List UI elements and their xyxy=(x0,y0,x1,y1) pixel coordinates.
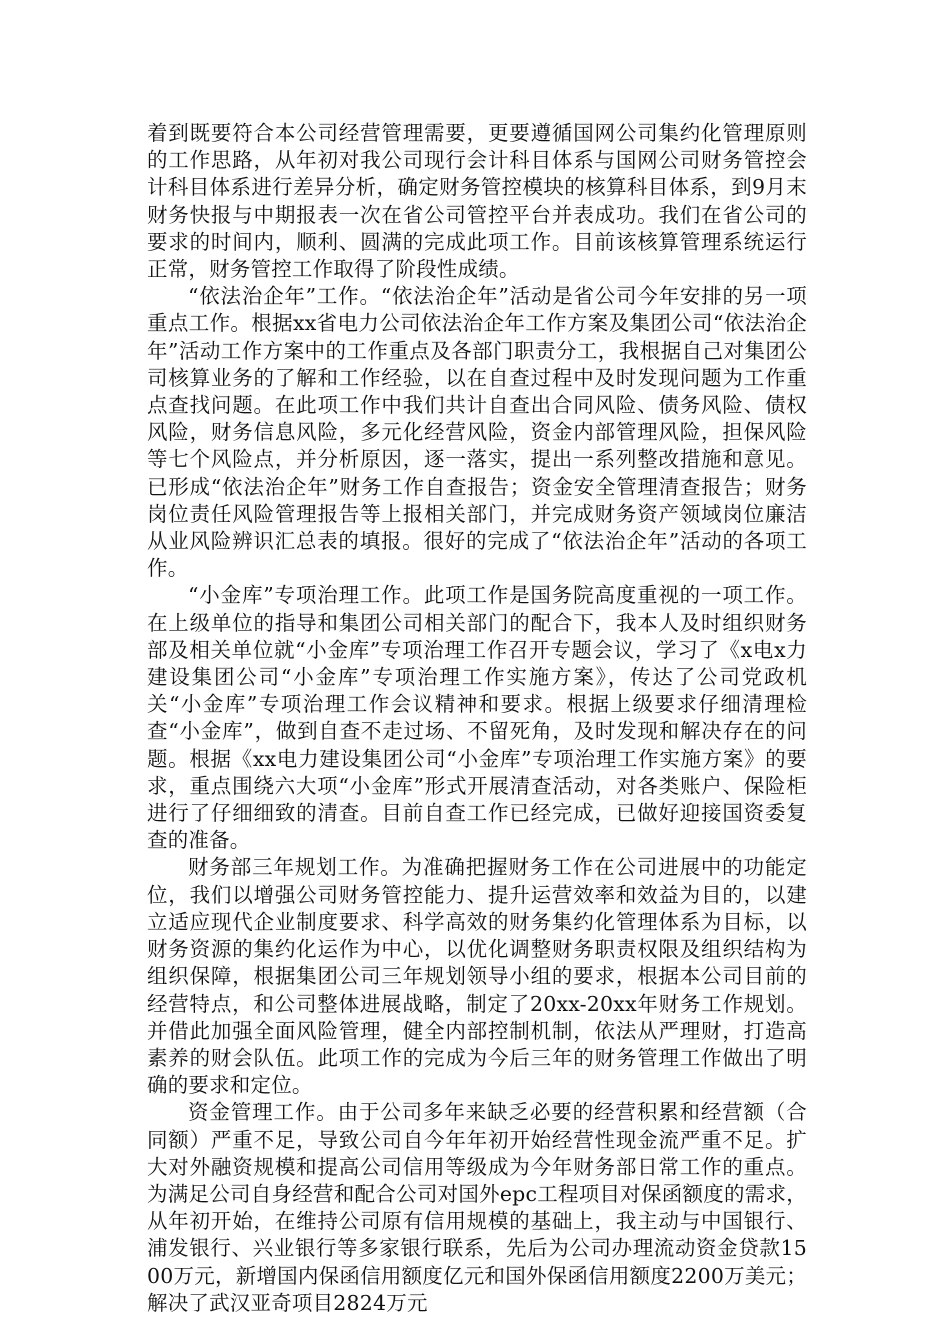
paragraph-small-treasury: “小金库”专项治理工作。此项工作是国务院高度重视的一项工作。在上级单位的指导和集团公司相关部门的配合下，我本人及时组织财务部及相关单位就“小金库”专项治理工作召开专题会议，学习了《x电x力建设集团公司“小金库”专项治理工作实施方案》，传达了公司党政机关“小金库”专项治理工作会议精神和要求。根据上级要求仔细清理检查“小金库”，做到自查不走过场、不留死角，及时发现和解决存在的问题。根据《xx电力建设集团公司“小金库”专项治理工作实施方案》的要求，重点围绕六大项“小金库”形式开展清查活动，对各类账户、保险柜进行了仔细细致的清查。目前自查工作已经完成，已做好迎接国资委复查的准备。 xyxy=(147,583,807,853)
paragraph-financial-control: 着到既要符合本公司经营管理需要，更要遵循国网公司集约化管理原则的工作思路，从年初对我公司现行会计科目体系与国网公司财务管控会计科目体系进行差异分析，确定财务管控模块的核算科目体系，到9月末财务快报与中期报表一次在省公司管控平台并表成功。我们在省公司的要求的时间内，顺利、圆满的完成此项工作。目前该核算管理系统运行正常，财务管控工作取得了阶段性成绩。 xyxy=(147,121,807,282)
document-page xyxy=(147,120,807,1317)
paragraph-three-year-plan: 财务部三年规划工作。为准确把握财务工作在公司进展中的功能定位，我们以增强公司财务管控能力、提升运营效率和效益为目的，以建立适应现代企业制度要求、科学高效的财务集约化管理体系为目标，以财务资源的集约化运作为中心，以优化调整财务职责权限及组织结构为组织保障，根据集团公司三年规划领导小组的要求，根据本公司目前的经营特点，和公司整体进展战略，制定了20xx-20xx年财务工作规划。并借此加强全面风险管理，健全内部控制机制，依法从严理财，打造高素养的财会队伍。此项工作的完成为今后三年的财务管理工作做出了明确的要求和定位。 xyxy=(147,855,807,1098)
paragraph-rule-of-law-year: “依法治企年”工作。“依法治企年”活动是省公司今年安排的另一项重点工作。根据xx省电力公司依法治企年工作方案及集团公司“依法治企年”活动工作方案中的工作重点及各部门职责分工，我根据自己对集团公司核算业务的了解和工作经验，以在自查过程中及时发现问题为工作重点查找问题。在此项工作中我们共计自查出合同风险、债务风险、债权风险，财务信息风险，多元化经营风险，资金内部管理风险，担保风险等七个风险点，并分析原因，逐一落实，提出一系列整改措施和意见。已形成“依法治企年”财务工作自查报告；资金安全管理清查报告；财务岗位责任风险管理报告等上报相关部门，并完成财务资产领域岗位廉洁从业风险辨识汇总表的填报。很好的完成了“依法治企年”活动的各项工作。 xyxy=(147,284,807,581)
paragraph-fund-management: 资金管理工作。由于公司多年来缺乏必要的经营积累和经营额（合同额）严重不足，导致公司自今年年初开始经营性现金流严重不足。扩大对外融资规模和提高公司信用等级成为今年财务部日常工作的重点。为满足公司自身经营和配合公司对国外epc工程项目对保函额度的需求，从年初开始，在维持公司原有信用规模的基础上，我主动与中国银行、浦发银行、兴业银行等多家银行联系，先后为公司办理流动资金贷款1500万元，新增国内保函信用额度亿元和国外保函信用额度2200万美元；解决了武汉亚奇项目2824万元 xyxy=(147,1100,807,1315)
